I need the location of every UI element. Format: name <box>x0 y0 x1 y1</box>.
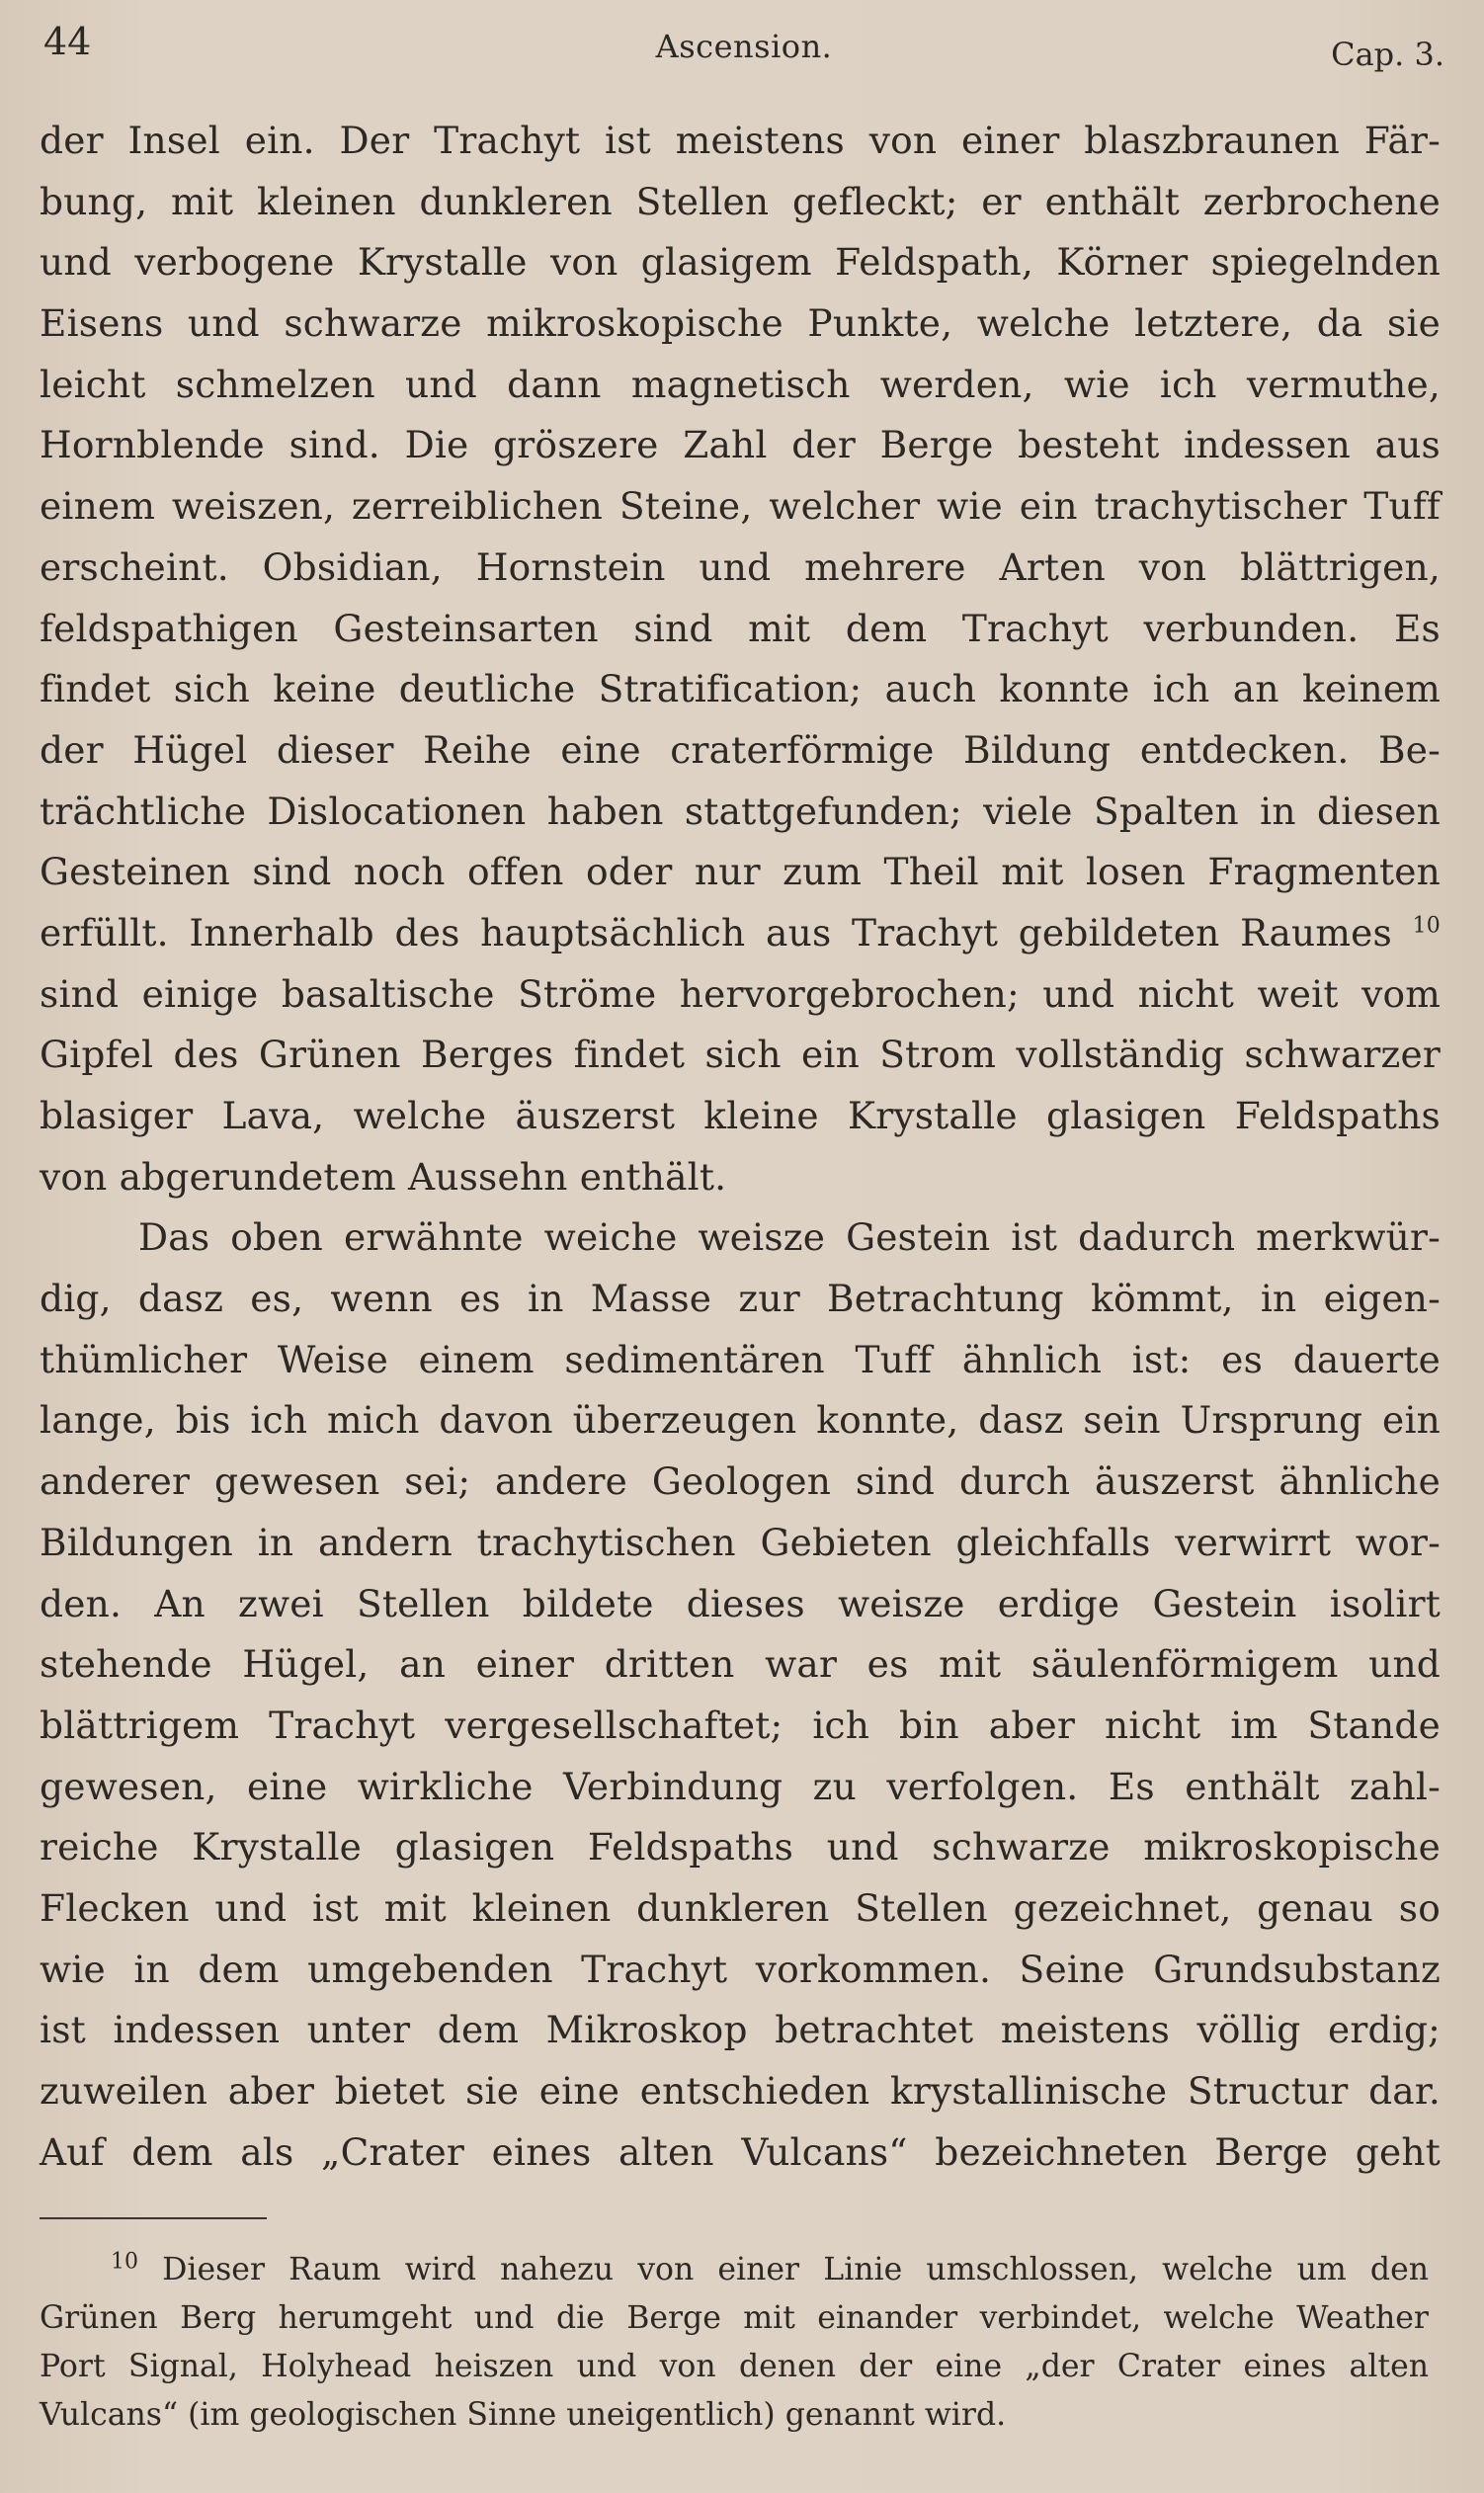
text-line: Eisens und schwarze mikroskopische Punkte, welche letztere, da sie <box>40 301 1441 346</box>
page-number: 44 <box>43 20 92 63</box>
paragraph-start-line: Das oben erwähnte weiche weisze Gestein ist dadurch merkwür- <box>138 1215 1441 1260</box>
body-text <box>40 111 1441 2183</box>
text-line: einem weiszen, zerreiblichen Steine, welcher wie ein trachytischer Tuff <box>40 484 1441 529</box>
footnote-first-line <box>40 2246 1429 2294</box>
text-line: thümlicher Weise einem sedimentären Tuff ähnlich ist: es dauerte <box>40 1337 1441 1381</box>
text-line-content: erfüllt. Innerhalb des hauptsächlich aus Trachyt gebildeten Raumes <box>40 910 1392 955</box>
text-line: der Hügel dieser Reihe eine craterförmige Bildung entdecken. Be- <box>40 727 1441 772</box>
page-header <box>43 20 1444 73</box>
text-line: ist indessen unter dem Mikroskop betrachtet meistens völlig erdig; <box>40 2008 1441 2052</box>
text-line: wie in dem umgebenden Trachyt vorkommen. Seine Grundsubstanz <box>40 1947 1441 1991</box>
text-line: den. An zwei Stellen bildete dieses weisze erdige Gestein isolirt <box>40 1581 1441 1625</box>
text-line: dig, dasz es, wenn es in Masse zur Betrachtung kömmt, in eigen- <box>40 1277 1441 1321</box>
footnote-line: Port Signal, Holyhead heiszen und von denen der eine „der Crater eines alten <box>40 2349 1429 2384</box>
text-line: findet sich keine deutliche Stratification; auch konnte ich an keinem <box>40 667 1441 711</box>
text-line: anderer gewesen sei; andere Geologen sind durch äuszerst ähnliche <box>40 1459 1441 1504</box>
text-line: sind einige basaltische Ströme hervorgebrochen; und nicht weit vom <box>40 971 1441 1016</box>
text-line: Gesteinen sind noch offen oder nur zum Theil mit losen Fragmenten <box>40 850 1441 894</box>
text-line: blättrigem Trachyt vergesellschaftet; ich bin aber nicht im Stande <box>40 1703 1441 1747</box>
text-line: Bildungen in andern trachytischen Gebieten gleichfalls verwirrt wor- <box>40 1520 1441 1564</box>
text-line: feldspathigen Gesteinsarten sind mit dem Trachyt verbunden. Es <box>40 606 1441 650</box>
text-line: stehende Hügel, an einer dritten war es mit säulenförmigem und <box>40 1642 1441 1687</box>
text-line: trächtliche Dislocationen haben stattgefunden; viele Spalten in diesen <box>40 789 1441 833</box>
text-line: Auf dem als „Crater eines alten Vulcans“ bezeichneten Berge geht <box>40 2129 1441 2174</box>
text-line: Gipfel des Grünen Berges findet sich ein Strom vollständig schwarzer <box>40 1033 1441 1077</box>
footnote <box>40 2246 1429 2440</box>
running-title: Ascension. <box>655 28 833 65</box>
footnote-reference[interactable]: 10 <box>1412 913 1441 939</box>
footnote-line: Grünen Berg herumgeht und die Berge mit einander verbindet, welche Weather <box>40 2300 1429 2336</box>
text-line: erscheint. Obsidian, Hornstein und mehrere Arten von blättrigen, <box>40 544 1441 589</box>
text-line: reiche Krystalle glasigen Feldspaths und schwarze mikroskopische <box>40 1825 1441 1870</box>
footnote-line-content: Dieser Raum wird nahezu von einer Linie umschlossen, welche um den <box>162 2252 1429 2287</box>
text-line: Hornblende sind. Die gröszere Zahl der Berge besteht indessen aus <box>40 423 1441 467</box>
paragraph-end-line: von abgerundetem Aussehn enthält. <box>40 1154 727 1199</box>
text-line: bung, mit kleinen dunkleren Stellen gefleckt; er enthält zerbrochene <box>40 179 1441 223</box>
footnote-marker: 10 <box>111 2249 138 2275</box>
text-line: zuweilen aber bietet sie eine entschieden krystallinische Structur dar. <box>40 2069 1441 2113</box>
text-line: leicht schmelzen und dann magnetisch werden, wie ich vermuthe, <box>40 362 1441 406</box>
text-line: gewesen, eine wirkliche Verbindung zu verfolgen. Es enthält zahl- <box>40 1764 1441 1808</box>
footnote-divider <box>40 2217 267 2219</box>
text-line: lange, bis ich mich davon überzeugen konnte, dasz sein Ursprung ein <box>40 1398 1441 1443</box>
text-line: Flecken und ist mit kleinen dunkleren Stellen gezeichnet, genau so <box>40 1885 1441 1930</box>
text-line-with-footnote-ref <box>40 903 1441 964</box>
footnote-line: Vulcans“ (im geologischen Sinne uneigentlich) genannt wird. <box>40 2397 1007 2433</box>
text-line: blasiger Lava, welche äuszerst kleine Krystalle glasigen Feldspaths <box>40 1094 1441 1137</box>
chapter-label: Cap. 3. <box>1331 36 1444 73</box>
text-line: und verbogene Krystalle von glasigem Feldspath, Körner spiegelnden <box>40 240 1441 285</box>
text-line: der Insel ein. Der Trachyt ist meistens von einer blaszbraunen Fär- <box>40 119 1441 162</box>
